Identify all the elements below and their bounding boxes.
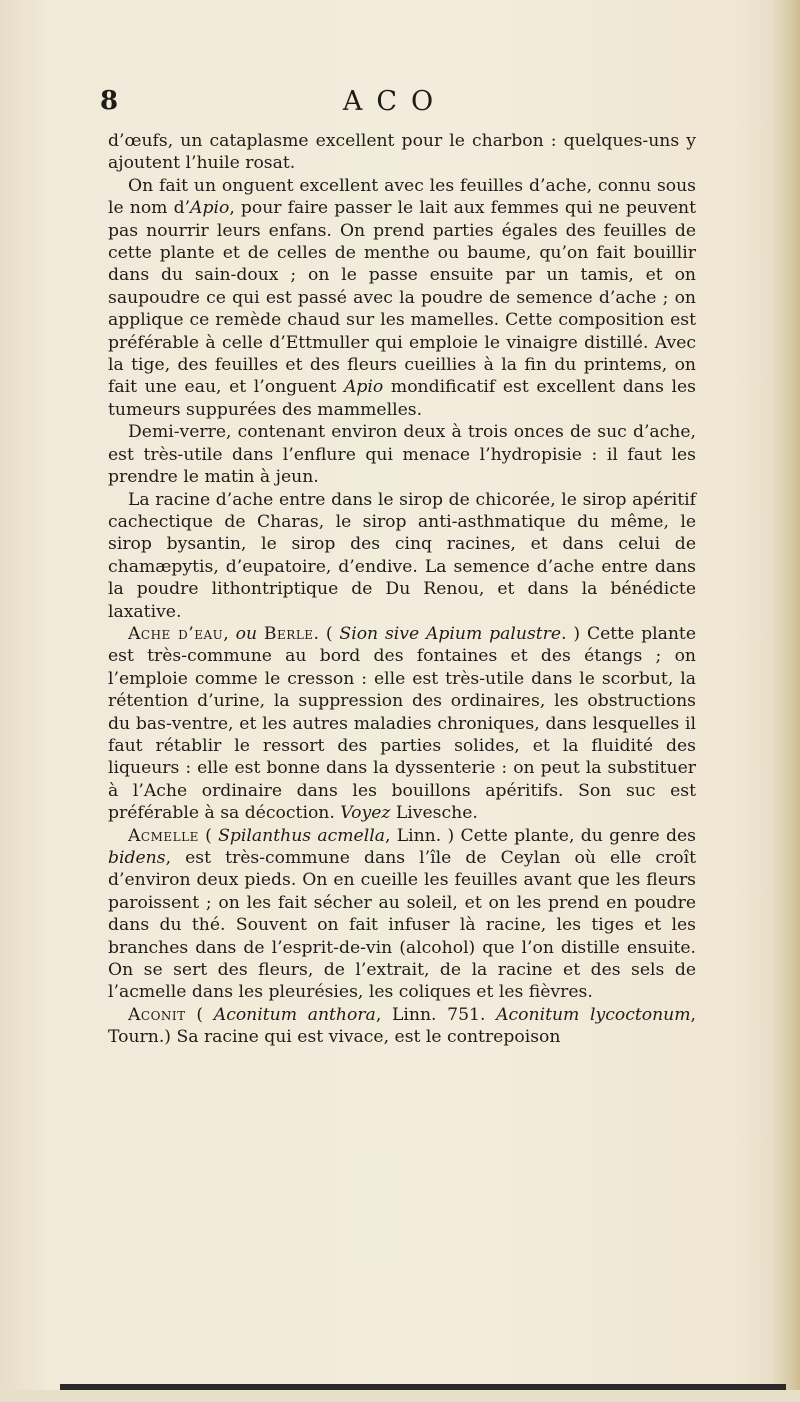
text-run: (: [198, 825, 219, 846]
text-run: Aconitum anthora: [213, 1004, 376, 1025]
entry-acmelle: [108, 825, 696, 1004]
text-run: Apio: [190, 198, 230, 219]
text-run: d’œufs, un cataplasme excellent pour le charbon : quelques-uns y ajoutent l’huile rosat.: [108, 131, 696, 174]
paragraph-3: [108, 421, 696, 488]
bottom-margin: [0, 1390, 800, 1402]
text-run: . (: [313, 623, 340, 644]
entry-aconit: [108, 1004, 696, 1049]
paragraph-4: [108, 489, 696, 623]
text-run: Acmelle: [128, 825, 199, 846]
text-run: Demi-verre, contenant environ deux à trois onces de suc d’ache, est très-utile dans l’enflure qui menace l’hydropisie : il faut les prendre le matin à jeun.: [108, 422, 696, 488]
text-run: Aconitum lycoctonum: [496, 1004, 691, 1025]
paragraph-1: [108, 130, 696, 175]
text-run: , Tourn.) Sa racine qui est vivace, est le contrepoison: [108, 1004, 697, 1048]
text-run: . ) Cette plante est très-commune au bord des fontaines et des étangs ; on l’emploie comme le cresson : elle est très-utile dans le scorbut, la rétention d’urine, la suppression des ordinaires, les obstructions du bas-ventre, et les autres maladies chroniques, dans lesquelles il faut rétablir le ressort des parties solides, et la fluidité des liqueurs : elle est bonne dans la dyssenterie : on peut la substituer à l’Ache ordinaire dans les bouillons apéritifs. Son suc est préférable à sa décoction.: [108, 623, 696, 824]
text-run: ou: [235, 623, 258, 644]
text-run: , Linn. 751.: [375, 1004, 497, 1025]
text-run: (: [185, 1004, 214, 1025]
page-edge-shadow: [772, 0, 800, 1402]
text-run: Spilanthus acmella: [218, 825, 385, 846]
page-number: 8: [100, 86, 119, 116]
text-run: mondificatif est excellent dans les tumeurs suppurées des mammelles.: [108, 377, 696, 420]
text-run: bidens: [108, 848, 166, 868]
text-run: Berle: [263, 623, 314, 644]
page-header: [100, 86, 690, 120]
text-run: Ache d’eau: [128, 623, 224, 644]
text-run: ,: [223, 623, 236, 644]
text-run: Voyez: [340, 803, 391, 824]
text-run: [257, 624, 264, 644]
text-run: Aconit: [128, 1004, 186, 1025]
text-run: La racine d’ache entre dans le sirop de chicorée, le sirop apéritif cachectique de Charas, le sirop anti-asthmatique du même, le sirop bysantin, le sirop des cinq racines, et dans celui de chamæpytis, d’eupatoire, d’endive. La semence d’ache entre dans la poudre lithontriptique de Du Renou, et dans la bénédicte laxative.: [108, 489, 696, 622]
text-run: , est très-commune dans l’île de Ceylan où elle croît d’environ deux pieds. On en cueille les feuilles avant que les fleurs paroissent ; on les fait sécher au soleil, et on les prend en poudre dans du thé. Souvent on fait infuser là racine, les tiges et les branches dans de l’esprit-de-vin (alcohol) que l’on distille ensuite. On se sert des fleurs, de l’extrait, de la racine et des sels de l’acmelle dans les pleurésies, les coliques et les fièvres.: [108, 848, 696, 1003]
entry-ache-d-eau: [108, 623, 696, 825]
text-run: , Linn. ) Cette plante, du genre des: [384, 825, 696, 846]
text-run: Sion sive Apium palustre: [339, 623, 562, 644]
text-run: , pour faire passer le lait aux femmes qui ne peuvent pas nourrir leurs enfans. On prend parties égales des feuilles de cette plante et de celles de menthe ou baume, qu’on fait bouillir dans du sain-doux ; on le passe ensuite par un tamis, et on saupoudre ce qui est passé avec la poudre de semence d’ache ; on applique ce remède chaud sur les mamelles. Cette composition est préférable à celle d’Ettmuller qui emploie le vinaigre distillé. Avec la tige, des feuilles et des fleurs cueillies à la fin du printems, on fait une eau, et l’onguent: [108, 198, 696, 398]
text-run: Apio: [344, 377, 384, 398]
text-run: On fait un onguent excellent avec les feuilles d’ache, connu sous le nom d’: [108, 175, 696, 219]
body-text: [108, 130, 696, 1049]
text-run: Livesche.: [390, 803, 478, 824]
running-head: ACO: [342, 86, 448, 117]
paragraph-2: [108, 175, 696, 421]
